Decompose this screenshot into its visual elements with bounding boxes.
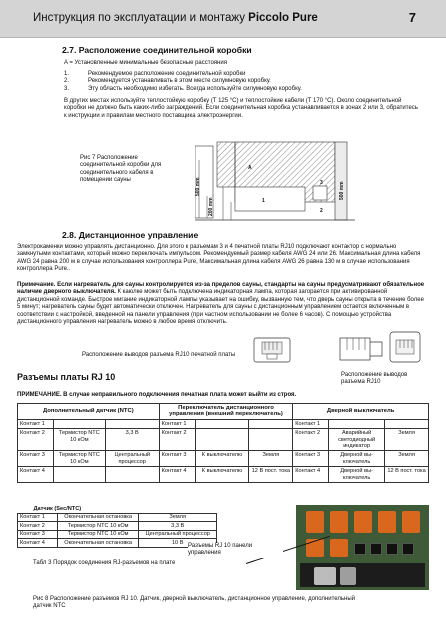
rj10-socket [354, 543, 366, 555]
table-cell: Аварийный светодиодный индикатор [329, 429, 385, 451]
table-cell: Дверной вы-ключатель [329, 451, 385, 467]
table-cell: Земля [249, 451, 293, 467]
sensor-table [17, 505, 217, 548]
relay-block [306, 511, 324, 533]
figure-8-caption: Рис 8 Расположение разъемов RJ 10. Датчик, дверной выключатель, дистанционное управление, дополнительный датчик NTC [33, 596, 356, 610]
table-cell [53, 467, 105, 483]
junction-box-diagram [195, 140, 375, 225]
table-cell: Центральный процессор [139, 530, 217, 539]
rj10-connector-table [17, 403, 429, 483]
table-cell: 12 В пост. тока [249, 467, 293, 483]
table-cell [329, 419, 385, 428]
table-row [18, 429, 429, 451]
table-row [18, 530, 217, 539]
table-cell: Контакт 4 [159, 467, 195, 483]
pcb-photo [296, 505, 429, 590]
rj10-pcb-connector [252, 336, 292, 364]
table-cell: К выключателю [195, 451, 249, 467]
rj10-boards-note: ПРИМЕЧАНИЕ. В случае неправильного подключения печатная плата может выйти из строя. [17, 392, 297, 398]
table-cell: Контакт 1 [18, 513, 58, 522]
table-cell [53, 419, 105, 428]
relay-block [330, 511, 348, 533]
relay-block [378, 511, 396, 533]
table-cell: Контакт 1 [18, 419, 54, 428]
table-cell: Контакт 1 [293, 419, 329, 428]
table-cell: Контакт 3 [159, 451, 195, 467]
zone-label-1: 1 [262, 198, 265, 204]
rj10-socket [370, 543, 382, 555]
note-block [17, 282, 427, 326]
header-ntc: Дополнительный датчик (NTC) [18, 404, 160, 420]
sensor-header: Датчик (Sec/NTC) [18, 505, 217, 513]
table-cell: Контакт 4 [18, 467, 54, 483]
section-intro: A = Установленные минимальные безопасные расстояния [64, 60, 227, 66]
table-cell [385, 419, 429, 428]
cable-plug [340, 567, 356, 585]
table-cell: Земля [385, 429, 429, 451]
note-bold: Примечание. Если нагреватель для сауны контролируется из-за пределов сауны, стандарты на сауны предусматривают обязательное наличие дверного выключателя. [17, 282, 425, 296]
section-paragraph: В других местах используйте теплостойкую коробку (T 125 °C) и теплостойкие кабели (T 170 °C). Около соединительной коробки не должно быть каких-либо заграждений. Если соединительная коробка устанавливается в зонах 2 или 3, обратитесь к инструкции и правилам местного поставщика электроэнергии. [64, 98, 418, 119]
table-row [18, 467, 429, 483]
table-cell: Окончательная остановка [57, 513, 139, 522]
photo-label: Разъемы RJ 10 панели управления [188, 543, 283, 558]
list-item: 2. Рекомендуется устанавливать в этом месте силумновую коробку. [64, 78, 271, 85]
table-cell: Контакт 1 [159, 419, 195, 428]
table-header-row [18, 404, 429, 420]
table-cell: Контакт 2 [18, 429, 54, 451]
relay-block [402, 511, 420, 533]
zone-label-a: A [248, 165, 252, 171]
section-title-2-7: 2.7. Расположение соединительной коробки [62, 45, 252, 55]
table-cell: Контакт 2 [293, 429, 329, 451]
header-remote: Переключатель дистанционного управления (внешний переключатель) [159, 404, 293, 420]
dimension-500-right: 500 mm [339, 181, 345, 200]
list-item: 3. Эту область необходимо избегать. Всегда используйте силумновую коробку. [64, 85, 302, 92]
header-door: Дверной выключатель [293, 404, 429, 420]
table-cell: Дверной вы-ключатель [329, 467, 385, 483]
table-cell: 3,3 В [105, 429, 159, 451]
rj10-boards-title: Разъемы платы RJ 10 [17, 372, 116, 382]
table-cell [249, 419, 293, 428]
rj10-pcb-caption: Расположение выводов разъема RJ10 печатной платы [82, 352, 236, 358]
numbered-list [64, 71, 384, 93]
table-row [18, 451, 429, 467]
table-cell: Земля [385, 451, 429, 467]
table-cell: 3,3 В [139, 522, 217, 531]
figure-7-caption: Рис 7 Расположение соединительной коробки для соединительного кабеля в помещении сауны [80, 155, 162, 184]
rj10-socket [386, 543, 398, 555]
zone-label-2: 2 [320, 208, 323, 214]
table-cell: Термистор NTC 10 кОм [57, 522, 139, 531]
document-title: Инструкция по эксплуатации и монтажу Piccolo Pure [33, 12, 318, 24]
table-cell: 12 В пост. тока [385, 467, 429, 483]
page-number: 7 [408, 10, 416, 25]
table-cell: Центральный процессор [105, 451, 159, 467]
table-3-caption: Табл 3 Порядок соединения RJ-разъемов на плате [33, 560, 176, 566]
table-cell: Земля [139, 513, 217, 522]
table-cell: Термистор NTC 10 кОм [53, 451, 105, 467]
rj10-socket [402, 543, 414, 555]
table-cell: Окончательная остановка [57, 539, 139, 548]
table-cell: Термистор NTC 10 кОм [57, 530, 139, 539]
table-cell: Контакт 3 [293, 451, 329, 467]
table-cell [105, 419, 159, 428]
table-cell: Контакт 4 [293, 467, 329, 483]
table-row [18, 419, 429, 428]
table-cell: Контакт 3 [18, 451, 54, 467]
table-cell [105, 467, 159, 483]
zone-label-3: 3 [320, 180, 323, 186]
relay-block [354, 511, 372, 533]
section-paragraph-remote: Электрокаменки можно управлять дистанционно. Для этого к разъемам 3 и 4 печатной платы RJ10 подключают контактор с нормально замкнутыми контактами, который можно переключать импульсом. Рекомендуемый размер кабеля AWG 24 или 26. Максимальная длина кабеля AWG 24 равна 200 м в случае использования контроллера Pure, Максимальная длина кабеля AWG 26 равна 130 м в случае использования контроллера Pure.. [17, 244, 421, 273]
sensor-table-header [18, 505, 217, 513]
table-cell [195, 429, 249, 451]
list-item: 1. Рекомендуемое расположение соединительной коробки [64, 71, 246, 77]
note-text: К каюлке может быть подключена индикаторная лампа, которая загорается при активированной дистанционной команде. Быстрое мигание индикаторной лампы указывает на ошибку, вызванную тем, что дверь сауны открыта в течение более 5 минут; нагреватель сауны будет автоматически отключен. Нагреватель для сауны с дистанционным управлением остается включенным в соответствии с настройкой, введенной на панели управления (при частном использовании не более 6 часов). С помощью устройства дистанционного управления нагреватель можно в любое время отключить. [17, 289, 424, 326]
table-cell [195, 419, 249, 428]
table-cell: Контакт 3 [18, 530, 58, 539]
dimension-200: 200 mm [208, 197, 214, 216]
table-cell: Контакт 2 [18, 522, 58, 531]
rj10-plug-illustration [338, 328, 428, 370]
rj10-plug-caption: Расположение выводов разъема RJ10 [341, 372, 408, 386]
table-row [18, 513, 217, 522]
table-cell: 10 В [139, 539, 217, 548]
section-title-2-8: 2.8. Дистанционное управление [62, 230, 199, 240]
table-cell: К выключателю [195, 467, 249, 483]
table-row [18, 539, 217, 548]
dimension-500: 500 mm [195, 177, 201, 196]
table-cell [249, 429, 293, 451]
table-cell: Контакт 2 [159, 429, 195, 451]
table-row [18, 522, 217, 531]
table-cell: Термистор NTC 10 кОм [53, 429, 105, 451]
cable-plug [314, 567, 336, 585]
table-cell: Контакт 4 [18, 539, 58, 548]
relay-block [330, 539, 348, 557]
